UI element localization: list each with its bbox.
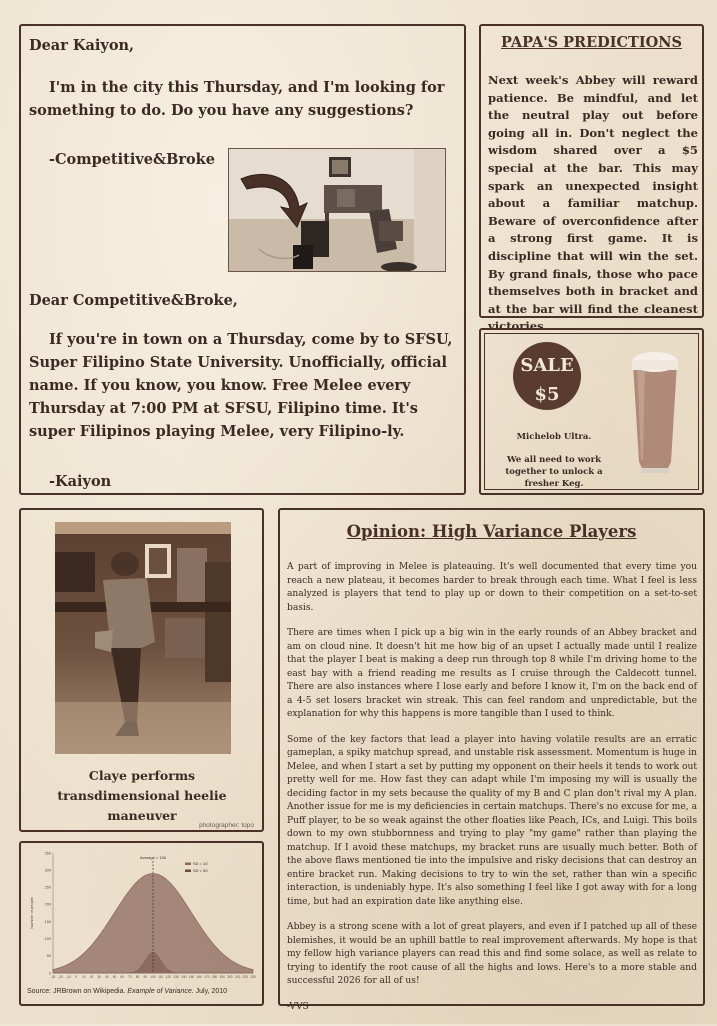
x-tick-label: 100 [150,975,156,979]
x-tick-label: 190 [219,975,225,979]
sale-ad-box [479,328,704,495]
mean-annotation: Average = 100 [139,855,167,860]
x-tick-label: 60 [120,975,125,979]
predictions-box [479,24,704,334]
y-tick-label: 200 [44,902,51,907]
x-tick-label: 30 [97,975,101,979]
opinion-body [287,561,697,1026]
photo-box [19,508,264,832]
letter-greeting-question: Dear Kaiyon, [29,37,135,54]
x-tick-label: 80 [135,975,140,979]
x-tick-label: 50 [112,975,117,979]
player-photo [55,522,231,754]
x-tick-label: 230 [250,975,256,979]
letter-question: I'm in the city this Thursday, and I'm looking for something to do. Do you have any suggestions? [29,79,445,119]
x-tick-label: 90 [143,975,148,979]
letter-greeting-answer: Dear Competitive&Broke, [29,292,238,309]
x-tick-label: 120 [165,975,172,979]
chart-box [19,841,264,1006]
beer-glass-icon [629,350,681,476]
letter-signature-answer: -Kaiyon [49,473,112,490]
computer-desk-photo [228,148,446,272]
x-tick-label: -10 [66,975,71,979]
photo-caption: Claye performs transdimensional heelie maneuver [57,768,227,823]
opinion-paragraph: Some of the key factors that lead a player into having volatile results are an erratic gameplan, a spiky matchup spread, and unstable risk assessment. Momentum is huge in Melee, and when I start a set by putting my opponent on their heels it tends to work out pretty well for me. How fast they can adapt while I'm imposing my will is usually the deciding factor in my sets because the quality of my B and C plan don't rival my A plan. Another issue for me is my deficiencies in certain matchups. There's no excuse for me, a Puff player, to be so weak against the other floaties like Peach, ICs, and Luigi. This boils down to my own stubbornness and trying to play "my game" rather than playing the matchup. If I avoid these matchups, my bracket runs are usually much better. Both of the above flaws mentioned tie into the impulsive and risky decisions that can destroy an entire bracket run. Making decisions to try to win the set, rather than win a specific interaction, is undeniably hype. It's also something I feel like I got away with for a long time, but had an expiration date like anything else. [287,734,697,907]
legend-swatch [185,863,191,866]
x-tick-label: 170 [204,975,210,979]
chart-source-prefix: Source: JRBrown on Wikipedia. [27,988,128,995]
opinion-paragraph: A part of improving in Melee is plateauing. It's well documented that every time you reach a new plateau, it becomes harder to break through each time. What I feel is less analyzed is players that tend to play up or down to their competition on a set-to-set basis. [287,562,697,613]
y-axis-label: Number of people [29,897,34,929]
y-tick-label: 50 [46,954,51,959]
opinion-signature: -VVS [287,1001,309,1012]
product-name: Michelob Ultra. [516,432,592,442]
x-tick-label: 20 [89,975,94,979]
y-tick-label: 250 [44,885,51,890]
sale-price: $5 [534,384,560,405]
x-tick-label: 210 [234,975,241,979]
opinion-paragraph: There are times when I pick up a big win in the early rounds of an Abbey bracket and am on cloud nine. It doesn't hit me how big of an upset I actually made until I realize that the player I beat is making a deep run through top 8 while I'm driving home to the east bay with a friend reading me results as I cruise through the Caldecott tunnel. There are also instances where I lose early and before I know it, I'm on the back end of a 4-5 set losers bracket win streak. This can feel random and unpredictable, but the explanation for why this happens is more tangible than I used to think. [287,628,697,719]
y-tick-label: 150 [44,919,51,924]
x-tick-label: 140 [181,975,187,979]
chart-source [27,988,227,995]
x-tick-label: 160 [196,975,202,979]
letter-answer: If you're in town on a Thursday, come by to SFSU, Super Filipino State University. Unofficially, official name. If you know, you know. Free Melee every Thursday at 7:00 PM at SFSU, Filipino time. It's super Filipinos playing Melee, very Filipino-ly. [29,331,453,440]
legend-swatch [185,870,191,873]
sale-label: SALE [520,355,574,376]
y-tick-label: 100 [44,937,51,942]
opinion-title: Opinion: High Variance Players [346,522,637,541]
x-tick-label: -20 [58,975,63,979]
photo-credit: photographer: topo [199,822,254,829]
chart-source-title: Example of Variance. [127,988,194,995]
legend-label: SD = 10 [193,861,208,866]
y-tick-label: 300 [44,868,51,873]
opinion-paragraph: Abbey is a strong scene with a lot of great players, and even if I patched up all of these blemishes, it would be an uphill battle to real improvement afterwards. My hope is that my fellow high variance players can read this and find some solace, as well as relate to trying to identify the root cause of all the highs and lows. Here's to a more stable and successful 2026 for all of us! [287,922,697,986]
x-tick-label: 10 [81,975,86,979]
legend-label: SD = 50 [193,868,208,873]
variance-chart [25,847,260,985]
x-tick-label: 220 [242,975,248,979]
ad-tagline: We all need to work together to unlock a fresher Keg. [505,455,603,489]
x-tick-label: 40 [105,975,109,979]
x-tick-label: 110 [158,975,164,979]
series-area-0 [53,874,253,973]
y-tick-label: 350 [44,851,51,856]
x-tick-label: 130 [173,975,179,979]
x-tick-label: 70 [128,975,132,979]
y-tick-label: 0 [48,971,51,976]
letter-signature-question: -Competitive&Broke [49,151,215,168]
chart-source-suffix: July, 2010 [193,988,228,995]
x-tick-label: -30 [50,975,56,979]
advice-letter-box [19,24,466,495]
predictions-title: PAPA'S PREDICTIONS [501,34,682,51]
x-tick-label: 180 [211,975,218,979]
predictions-text: Next week's Abbey will reward patience. Be mindful, and let the neutral play out before going all in. Don't neglect the wisdom shared over a $5 special at the bar. This may spark an unexpected insight about a familiar matchup. Beware of overconfidence after a strong first game. It is discipline that will win the set. By grand finals, those who pace themselves both in bracket and at the bar will find the cleanest victories. [488,73,698,334]
x-tick-label: 200 [227,975,233,979]
opinion-box [278,508,705,1012]
x-tick-label: 150 [188,975,195,979]
x-tick-label: 0 [75,975,77,979]
